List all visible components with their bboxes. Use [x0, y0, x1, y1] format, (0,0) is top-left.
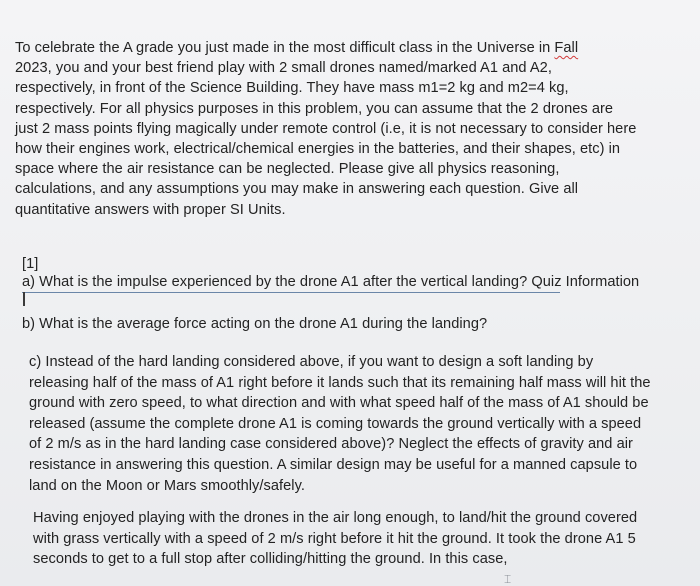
question-b-text: b) What is the average force acting on the drone A1 during the landing?	[22, 316, 488, 332]
intro-line-9: quantitative answers with proper SI Units.	[15, 201, 286, 218]
text-insertion-cursor	[23, 292, 25, 306]
closing-line-3: seconds to get to a full stop after colliding/hitting the ground. In this case,	[33, 551, 508, 568]
question-b	[22, 314, 692, 334]
question-a-text[interactable]: a) What is the impulse experienced by the drone A1 after the vertical landing? Quiz Information	[22, 274, 640, 290]
intro-line-3: respectively, in front of the Science Building. They have mass m1=2 kg and m2=4 kg,	[15, 80, 569, 97]
text-cursor-icon: ⌶	[504, 572, 512, 586]
question-c-line-7: land on the Moon or Mars smoothly/safely.	[29, 477, 305, 494]
question-c-line-3: ground with zero speed, to what direction and with what speed half of the mass of A1 should be	[29, 395, 649, 412]
intro-line-8: calculations, and any assumptions you may make in answering each question. Give all	[15, 181, 579, 198]
intro-paragraph	[15, 38, 695, 220]
closing-line-1: Having enjoyed playing with the drones in the air long enough, to land/hit the ground covered	[33, 510, 638, 526]
question-c-line-2: releasing half of the mass of A1 right before it lands such that its remaining half mass will hit the	[29, 374, 651, 391]
question-c-line-4: released (assume the complete drone A1 is coming towards the ground vertically with a speed	[29, 415, 642, 432]
question-c-line-5: of 2 m/s as in the hard landing case considered above)? Neglect the effects of gravity and air	[29, 436, 633, 453]
intro-line-5: just 2 mass points flying magically under remote control (i.e, it is not necessary to consider here	[15, 120, 637, 137]
closing-line-2: with grass vertically with a speed of 2 m/s right before it hit the ground. It took the drone A1 5	[33, 530, 636, 547]
fall-word: Fall	[554, 40, 579, 56]
question-c-line-1: c) Instead of the hard landing considered above, if you want to design a soft landing by	[29, 354, 594, 370]
intro-line-2: 2023, you and your best friend play with 2 small drones named/marked A1 and A2,	[15, 60, 552, 77]
intro-line-1: To celebrate the A grade you just made in the most difficult class in the Universe in Fall	[15, 40, 579, 56]
intro-line-4: respectively. For all physics purposes in this problem, you can assume that the 2 drones are	[15, 100, 614, 117]
intro-line-7: space where the air resistance can be neglected. Please give all physics reasoning,	[15, 161, 560, 178]
question-a[interactable]	[22, 272, 692, 292]
question-c-line-6: resistance in answering this question. A similar design may be useful for a manned capsule to	[29, 456, 638, 473]
question-number: [1]	[22, 256, 39, 272]
question-c	[29, 352, 697, 496]
intro-line-6: how their engines work, electrical/chemical energies in the batteries, and their shapes, etc) in	[15, 141, 621, 158]
closing-paragraph	[33, 508, 693, 570]
question-a-underline	[22, 292, 560, 293]
